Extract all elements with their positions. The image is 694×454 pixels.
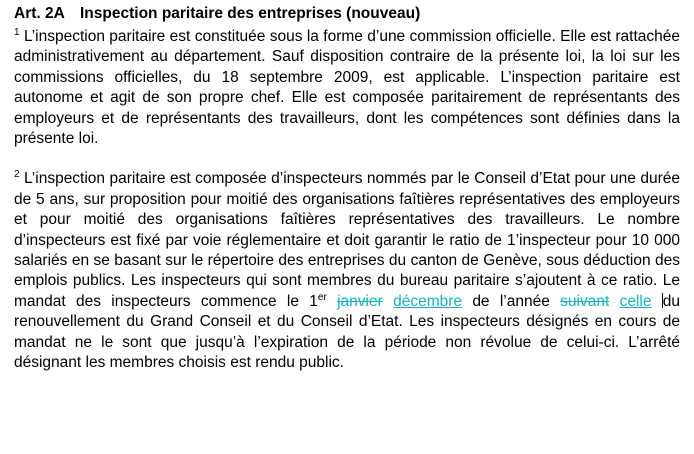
paragraph-2-marker: 2 [14,169,20,181]
paragraph-1-marker: 1 [14,26,20,38]
deleted-text-suivant: suivant [560,292,610,310]
paragraph-1-text: L’inspection paritaire est constituée sous la forme d’une commission officielle. Elle est rattachée administrativement au département. Sauf disposition contraire de la présente loi, la loi sur les commissions officielles, du 18 septembre 2009, est applicable. L’inspection paritaire est autonome et agit de son propre chef. Elle est composée paritairement de représentants des employeurs et de représentants des travailleurs, dont les compétences sont définies dans la présente loi. [14,28,681,148]
paragraph-2 [14,169,680,373]
article-title: Inspection paritaire des entreprises (nouveau) [80,5,421,22]
paragraph-2-text-after: du renouvellement du Grand Conseil et du Conseil d’Etat. Les inspecteurs désignés en cours de mandat ne le sont que jusqu’à l’expiration de la période non révolue de celui-ci. L’arrêté désignant les membres choisis est rendu public. [14,292,680,372]
article-heading [14,4,680,23]
article-number: Art. 2A [14,5,65,22]
deleted-text-janvier: janvier [337,292,383,310]
inserted-text-celle: celle [619,292,652,310]
paragraph-1 [14,27,680,149]
paragraph-2-text-middle: de l’année [472,292,550,310]
superscript-er: er [317,291,327,303]
inserted-text-decembre: décembre [393,292,463,310]
paragraph-2-text-before: L’inspection paritaire est composée d’inspecteurs nommés par le Conseil d’Etat pour une durée de 5 ans, sur proposition pour moitié des organisations faîtières représentatives des employeurs et pour moitié des organisations faîtières représentatives des travailleurs. Le nombre d’inspecteurs est fixé par voie réglementaire et doit garantir le ratio de 1’inspecteur pour 10 000 salariés en se basant sur le répertoire des entreprises du canton de Genève, sous déduction des emplois publics. Les inspecteurs qui sont membres du bureau paritaire s’ajoutent à ce ratio. Le mandat des inspecteurs commence le 1 [14,170,681,310]
